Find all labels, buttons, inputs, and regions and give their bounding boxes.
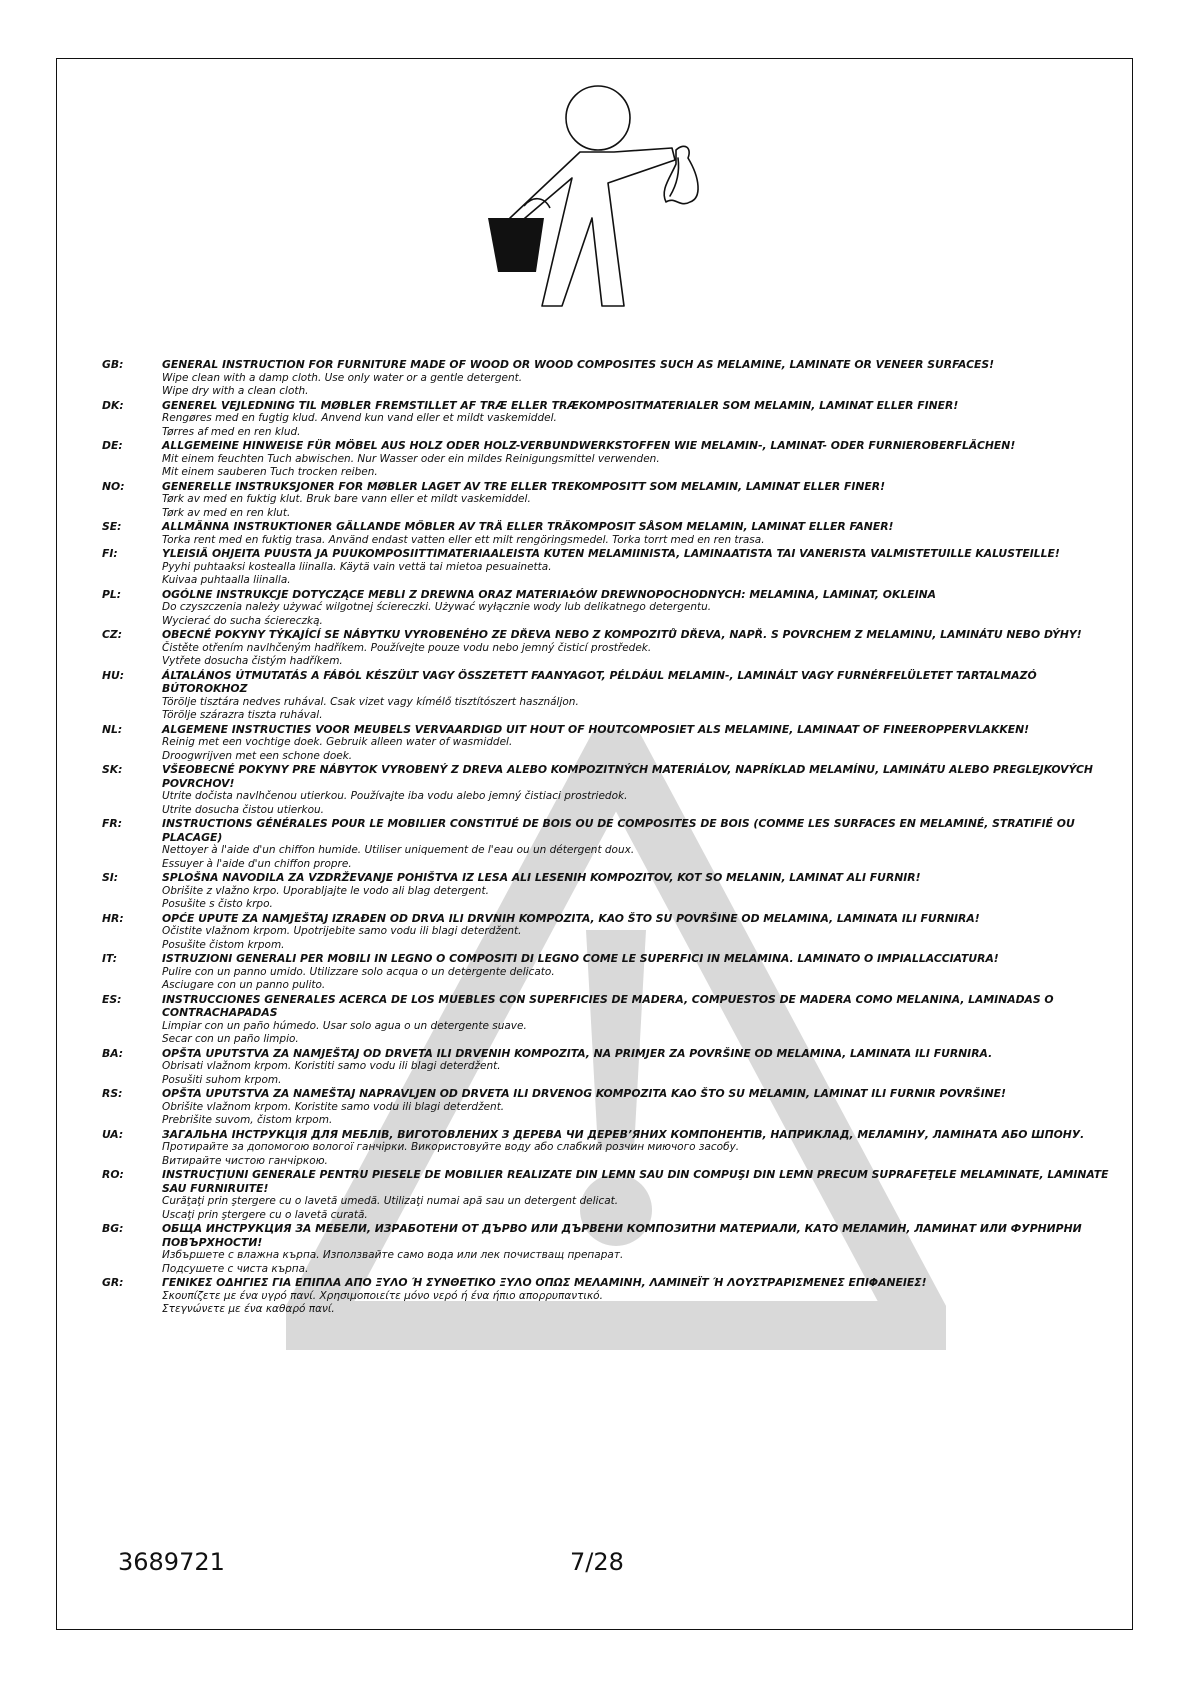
instruction-entry [102,547,1122,588]
instruction-heading: INSTRUCCIONES GENERALES ACERCA DE LOS MUEBLES CON SUPERFICIES DE MADERA, COMPUESTOS DE MADERA COMO MELANINA, LAMINADAS O CONTRACHAPADAS [162,992,1054,1019]
instruction-body [162,1222,1122,1276]
instruction-heading: ALLMÄNNA INSTRUKTIONER GÄLLANDE MÖBLER AV TRÄ ELLER TRÄKOMPOSIT SÅSOM MELAMIN, LAMINAT ELLER FANER! [162,520,894,533]
instruction-entry [102,1276,1122,1317]
instruction-body [162,520,1122,547]
instruction-entry [102,1222,1122,1276]
language-code: PL: [102,587,122,601]
instruction-line: Utrite dočista navlhčenou utierkou. Používajte iba vodu alebo jemný čistiaci prostriedok. [162,790,628,802]
instruction-body [162,439,1122,480]
instruction-line: Secar con un paño limpio. [162,1033,299,1045]
instruction-heading: ÁLTALÁNOS ÚTMUTATÁS A FÁBÓL KÉSZÜLT VAGY ÖSSZETETT FAANYAGOT, PÉLDÁUL MELAMIN-, LAMINÁLT VAGY FURNÉRFELÜLETET TARTALMAZÓ BÚTOROKHOZ [162,668,1037,695]
instruction-entry [102,520,1122,547]
language-code: DE: [102,439,123,452]
instruction-line: Mit einem sauberen Tuch trocken reiben. [162,466,378,478]
instruction-heading: INSTRUCTIONS GÉNÉRALES POUR LE MOBILIER CONSTITUÉ DE BOIS OU DE COMPOSITES DE BOIS (COMME LES SURFACES EN MELAMINÉ, STRATIFIÉ OU PLACAGE) [162,817,1075,844]
instruction-body [162,763,1122,817]
instruction-body [162,547,1122,588]
instruction-body [162,399,1122,440]
language-code: RO: [102,1168,124,1181]
instruction-body [162,1168,1122,1222]
instruction-line: Essuyer à l'aide d'un chiffon propre. [162,857,352,870]
language-code: IT: [102,952,118,965]
instruction-line: Подсушете с чиста кърпа. [162,1262,309,1275]
instruction-entry [102,912,1122,953]
instruction-heading: YLEISIÄ OHJEITA PUUSTA JA PUUKOMPOSIITTIMATERIAALEISTA KUTEN MELAMIINISTA, LAMINAATISTA TAI VANERISTA VALMISTETUILLE KALUSTEILLE! [162,547,1060,560]
instruction-line: Wipe dry with a clean cloth. [162,385,309,397]
care-instructions [102,358,1122,1317]
language-code: FR: [102,817,123,830]
instruction-heading: OGÓLNE INSTRUKCJE DOTYCZĄCE MEBLI Z DREWNA ORAZ MATERIAŁÓW DREWNOPOCHODNYCH: MELAMINA, LAMINAT, OKLEINA [162,587,936,601]
instruction-line: Posušite s čisto krpo. [162,898,273,910]
language-code: UA: [102,1127,124,1141]
instruction-entry [102,628,1122,669]
instruction-line: Στεγνώνετε με ένα καθαρό πανί. [162,1303,335,1315]
instruction-line: Curăţaţi prin ştergere cu o lavetă umedă. Utilizaţi numai apă sau un detergent delicat. [162,1195,619,1207]
instruction-heading: VŠEOBECNÉ POKYNY PRE NÁBYTOK VYROBENÝ Z DREVA ALEBO KOMPOZITNÝCH MATERIÁLOV, NAPRÍKLAD MELAMÍNU, LAMINÁTU ALEBO PREGLEJKOVÝCH POVRCHOV! [162,763,1093,790]
instruction-line: Kuivaa puhtaalla liinalla. [162,574,291,586]
instruction-body [162,723,1122,764]
instruction-line: Posušiti suhom krpom. [162,1073,282,1086]
instruction-entry [102,439,1122,480]
instruction-heading: OPĆE UPUTE ZA NAMJEŠTAJ IZRAĐEN OD DRVA ILI DRVNIH KOMPOZITA, KAO ŠTO SU POVRŠINE OD MELAMINA, LAMINATA ILI FURNIRA! [162,911,980,925]
instruction-heading: OPŠTA UPUTSTVA ZA NAMJEŠTAJ OD DRVETA ILI DRVENIH KOMPOZITA, NA PRIMJER ZA POVRŠINE OD MELAMINA, LAMINATA ILI FURNIRA. [162,1046,993,1060]
instruction-line: Törölje szárazra tiszta ruhával. [162,709,323,721]
instruction-line: Do czyszczenia należy używać wilgotnej ściereczki. Używać wyłącznie wody lub delikatnego detergentu. [162,601,712,613]
instruction-entry [102,669,1122,723]
instruction-line: Törölje tisztára nedves ruhával. Csak vizet vagy kímélő tisztítószert használjon. [162,695,579,708]
instruction-heading: ОБЩА ИНСТРУКЦИЯ ЗА МЕБЕЛИ, ИЗРАБОТЕНИ ОТ ДЪРВО ИЛИ ДЪРВЕНИ КОМПОЗИТНИ МАТЕРИАЛИ, КАТО МЕЛАМИН, ЛАМИНАТ ИЛИ ФУРНИРНИ ПОВЪРХНОСТИ! [162,1222,1082,1249]
instruction-heading: GENERAL INSTRUCTION FOR FURNITURE MADE OF WOOD OR WOOD COMPOSITES SUCH AS MELAMINE, LAMINATE OR VENEER SURFACES! [162,358,995,371]
instruction-body [162,628,1122,669]
instruction-entry [102,952,1122,993]
instruction-line: Rengøres med en fugtig klud. Anvend kun vand eller et mildt vaskemiddel. [162,412,557,424]
instruction-entry [102,358,1122,399]
instruction-body [162,1276,1122,1317]
language-code: CZ: [102,628,123,641]
instruction-line: Posušite čistom krpom. [162,938,285,951]
instruction-body [162,871,1122,912]
instruction-entry [102,723,1122,764]
instruction-line: Obrišite vlažnom krpom. Koristite samo vodu ili blagi deterdžent. [162,1100,505,1113]
instruction-heading: ЗАГАЛЬНА ІНСТРУКЦІЯ ДЛЯ МЕБЛІВ, ВИГОТОВЛЕНИХ З ДЕРЕВА ЧИ ДЕРЕВ’ЯНИХ КОМПОНЕНТІВ, НАПРИКЛАД, МЕЛАМІНУ, ЛАМІНАТА АБО ШПОНУ. [162,1127,1085,1141]
instruction-line: Torka rent med en fuktig trasa. Använd endast vatten eller ett milt rengöringsmedel. Torka torrt med en ren trasa. [162,533,765,546]
instruction-heading: ISTRUZIONI GENERALI PER MOBILI IN LEGNO O COMPOSITI DI LEGNO COME LE SUPERFICI IN MELAMINA. LAMINATO O IMPIALLACCIATURA! [162,952,999,965]
instruction-body [162,1087,1122,1128]
instruction-heading: OBECNÉ POKYNY TÝKAJÍCÍ SE NÁBYTKU VYROBENÉHO ZE DŘEVA NEBO Z KOMPOZITŮ DŘEVA, NAPŘ. S POVRCHEM Z MELAMINU, LAMINÁTU NEBO DÝHY! [162,628,1082,641]
instruction-entry [102,480,1122,521]
instruction-entry [102,399,1122,440]
instruction-line: Vytřete dosucha čistým hadříkem. [162,655,343,667]
instruction-line: Uscaţi prin ştergere cu o lavetă curată. [162,1208,368,1221]
instruction-entry [102,817,1122,871]
instruction-body [162,588,1122,629]
instruction-line: Nettoyer à l'aide d'un chiffon humide. Utiliser uniquement de l'eau ou un détergent doux. [162,844,635,856]
instruction-body [162,817,1122,871]
language-code: GR: [102,1276,124,1289]
instruction-entry [102,993,1122,1047]
instruction-line: Čistěte otřením navlhčeným hadříkem. Používejte pouze vodu nebo jemný čisticí prostředek. [162,641,652,654]
instruction-body [162,952,1122,993]
instruction-line: Očistite vlažnom krpom. Upotrijebite samo vodu ili blagi deterdžent. [162,925,522,937]
instruction-body [162,358,1122,399]
language-code: BA: [102,1046,124,1060]
instruction-line: Utrite dosucha čistou utierkou. [162,803,325,816]
instruction-heading: INSTRUCŢIUNI GENERALE PENTRU PIESELE DE MOBILIER REALIZATE DIN LEMN SAU DIN COMPUŞI DIN LEMN PRECUM SUPRAFEŢELE MELAMINATE, LAMINATE SAU FURNIRUITE! [162,1168,1109,1195]
instruction-body [162,480,1122,521]
language-code: BG: [102,1222,124,1235]
instruction-heading: OPŠTA UPUTSTVA ZA NAMEŠTAJ NAPRAVLJEN OD DRVETA ILI DRVENOG KOMPOZITA KAO ŠTO SU MELAMIN, LAMINAT ILI FURNIR POVRŠINE! [162,1087,1006,1100]
language-code: DK: [102,398,124,412]
instruction-heading: SPLOŠNA NAVODILA ZA VZDRŽEVANJE POHIŠTVA IZ LESA ALI LESENIH KOMPOZITOV, KOT SO MELANIN, LAMINAT ALI FURNIR! [162,871,921,884]
instruction-line: Prebrišite suvom, čistom krpom. [162,1114,333,1126]
instruction-line: Wipe clean with a damp cloth. Use only water or a gentle detergent. [162,371,523,384]
instruction-entry [102,763,1122,817]
instruction-line: Протирайте за допомогою вологої ганчірки. Використовуйте воду або слабкий розчин миючого засобу. [162,1141,740,1153]
language-code: HR: [102,911,124,925]
instruction-line: Σκουπίζετε με ένα υγρό πανί. Χρησιμοποιείτε μόνο νερό ή ένα ήπιο απορρυπαντικό. [162,1289,603,1302]
instruction-body [162,1047,1122,1088]
language-code: RS: [102,1087,123,1100]
instruction-entry [102,1168,1122,1222]
instruction-line: Mit einem feuchten Tuch abwischen. Nur Wasser oder ein mildes Reinigungsmittel verwenden. [162,452,660,465]
instruction-line: Reinig met een vochtige doek. Gebruik alleen water of wasmiddel. [162,736,513,748]
instruction-body [162,1128,1122,1169]
instruction-line: Asciugare con un panno pulito. [162,979,326,991]
instruction-line: Droogwrijven met een schone doek. [162,749,353,762]
instruction-heading: ΓΕΝΙΚΕΣ ΟΔΗΓΙΕΣ ΓΙΑ ΕΠΙΠΛΑ ΑΠΟ ΞΥΛΟ Ή ΣΥΝΘΕΤΙΚΟ ΞΥΛΟ ΟΠΩΣ ΜΕΛΑΜΙΝΗ, ΛΑΜΙΝΕΪΤ Ή ΛΟΥΣΤΡΑΡΙΣΜΕΝΕΣ ΕΠΙΦΑΝΕΙΕΣ! [162,1276,927,1289]
instruction-heading: GENEREL VEJLEDNING TIL MØBLER FREMSTILLET AF TRÆ ELLER TRÆKOMPOSITMATERIALER SOM MELAMIN, LAMINAT ELLER FINER! [162,398,959,412]
instruction-heading: ALGEMENE INSTRUCTIES VOOR MEUBELS VERVAARDIGD UIT HOUT OF HOUTCOMPOSIET ALS MELAMINE, LAMINAAT OF FINEEROPPERVLAKKEN! [162,722,1030,736]
instruction-line: Tørk av med en ren klut. [162,506,291,519]
language-code: SE: [102,520,122,533]
language-code: FI: [102,547,118,560]
page-number: 7/28 [570,1548,624,1576]
instruction-line: Витирайте чистою ганчіркою. [162,1154,328,1167]
instruction-heading: ALLGEMEINE HINWEISE FÜR MÖBEL AUS HOLZ ODER HOLZ-VERBUNDWERKSTOFFEN WIE MELAMIN-, LAMINAT- ODER FURNIEROBERFLÄCHEN! [162,439,1016,452]
instruction-entry [102,871,1122,912]
instruction-line: Tørres af med en ren klud. [162,425,301,438]
instruction-line: Pulire con un panno umido. Utilizzare solo acqua o un detergente delicato. [162,965,555,978]
instruction-line: Wycierać do sucha ściereczką. [162,614,323,627]
language-code: NO: [102,479,125,493]
instruction-line: Pyyhi puhtaaksi kostealla liinalla. Käytä vain vettä tai mietoa pesuainetta. [162,560,552,573]
document-number: 3689721 [118,1548,225,1576]
language-code: NL: [102,722,123,736]
instruction-heading: GENERELLE INSTRUKSJONER FOR MØBLER LAGET AV TRE ELLER TREKOMPOSITT SOM MELAMIN, LAMINAT ELLER FINER! [162,479,886,493]
instruction-body [162,993,1122,1047]
language-code: HU: [102,668,125,682]
instruction-line: Obrisati vlažnom krpom. Koristiti samo vodu ili blagi deterdžent. [162,1060,501,1072]
instruction-line: Obrišite z vlažno krpo. Uporabljajte le vodo ali blag detergent. [162,884,489,897]
person-cleaning-icon [480,78,720,310]
instruction-line: Tørk av med en fuktig klut. Bruk bare vann eller et mildt vaskemiddel. [162,493,531,505]
language-code: GB: [102,358,124,371]
instruction-entry [102,1047,1122,1088]
instruction-entry [102,588,1122,629]
language-code: SI: [102,871,119,884]
language-code: SK: [102,763,123,776]
instruction-line: Избършете с влажна кърпа. Използвайте само вода или лек почистващ препарат. [162,1249,624,1261]
instruction-line: Limpiar con un paño húmedo. Usar solo agua o un detergente suave. [162,1019,527,1032]
instruction-entry [102,1128,1122,1169]
language-code: ES: [102,992,122,1006]
instruction-body [162,669,1122,723]
instruction-entry [102,1087,1122,1128]
instruction-body [162,912,1122,953]
